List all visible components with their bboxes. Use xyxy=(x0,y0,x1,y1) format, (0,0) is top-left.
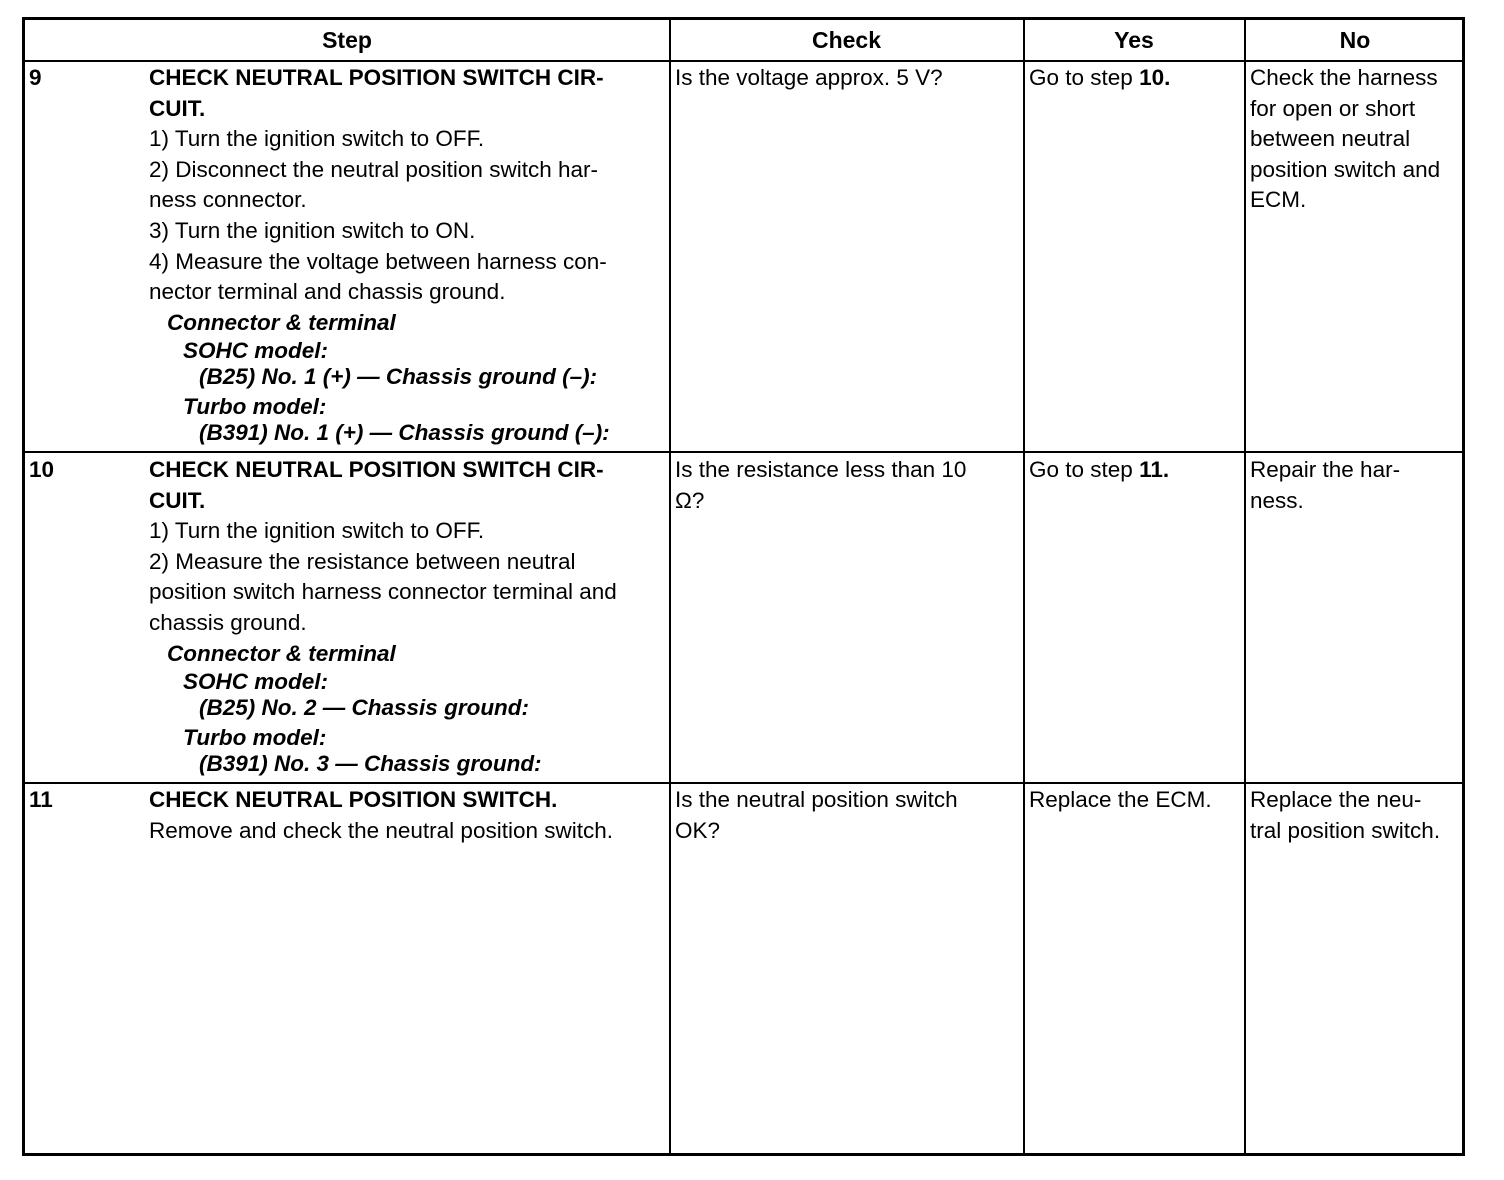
yes-prefix: Go to step xyxy=(1029,457,1140,482)
check-question: Is the voltage approx. 5 V? xyxy=(675,65,943,90)
step-instructions xyxy=(149,455,664,777)
turbo-label: Turbo model: xyxy=(183,725,327,751)
no-action-line: between neutral xyxy=(1250,126,1411,152)
no-action xyxy=(1250,63,1465,216)
yes-action: Replace the ECM. xyxy=(1029,787,1212,812)
no-action-line: Repair the har- xyxy=(1250,457,1401,482)
check-line: Is the neutral position switch xyxy=(675,787,958,812)
instruction-line: 1) Turn the ignition switch to OFF. xyxy=(149,126,485,152)
yes-step-number: 10. xyxy=(1139,65,1171,90)
check-line: OK? xyxy=(675,817,721,843)
yes-action xyxy=(1029,455,1241,486)
no-action-line: for open or short xyxy=(1250,95,1416,121)
connector-heading: Connector & terminal xyxy=(167,640,396,666)
step-title-line: CHECK NEUTRAL POSITION SWITCH. xyxy=(149,787,558,812)
yes-action xyxy=(1029,63,1241,94)
sohc-label: SOHC model: xyxy=(183,338,329,364)
step-title-line: CUIT. xyxy=(149,95,206,121)
no-action xyxy=(1250,785,1465,846)
instruction-line: ness connector. xyxy=(149,187,307,213)
instruction-line: chassis ground. xyxy=(149,609,307,635)
instruction-line: Remove and check the neutral position switch. xyxy=(149,817,613,843)
step-number: 10 xyxy=(29,457,55,482)
connector-heading: Connector & terminal xyxy=(167,309,396,335)
instruction-line: 2) Disconnect the neutral position switch har- xyxy=(149,156,598,182)
yes-step-number: 11. xyxy=(1139,457,1170,482)
sohc-terminal: (B25) No. 2 — Chassis ground: xyxy=(199,695,530,721)
check-line: Ω? xyxy=(675,487,705,513)
no-action-line: ness. xyxy=(1250,487,1304,513)
row-divider xyxy=(25,782,1462,784)
header-yes: Yes xyxy=(1114,27,1154,53)
step-number: 9 xyxy=(29,65,42,90)
turbo-terminal: (B391) No. 1 (+) — Chassis ground (–): xyxy=(199,420,610,446)
troubleshooting-table xyxy=(22,17,1465,1156)
step-title-line: CUIT. xyxy=(149,487,206,513)
step-title-line: CHECK NEUTRAL POSITION SWITCH CIR- xyxy=(149,457,604,482)
no-action xyxy=(1250,455,1465,516)
column-divider xyxy=(1244,20,1246,1153)
header-step: Step xyxy=(322,27,372,53)
header-check: Check xyxy=(811,27,882,53)
no-action-line: Replace the neu- xyxy=(1250,787,1422,812)
instruction-line: 2) Measure the resistance between neutral xyxy=(149,548,576,574)
instruction-line: 1) Turn the ignition switch to OFF. xyxy=(149,518,485,544)
instruction-line: 4) Measure the voltage between harness con- xyxy=(149,248,607,274)
instruction-line: 3) Turn the ignition switch to ON. xyxy=(149,217,476,243)
no-action-line: position switch and xyxy=(1250,156,1441,182)
turbo-terminal: (B391) No. 3 — Chassis ground: xyxy=(199,751,542,777)
instruction-line: position switch harness connector terminal and xyxy=(149,579,617,605)
step-number: 11 xyxy=(29,787,53,812)
row-divider xyxy=(25,451,1462,453)
step-title-line: CHECK NEUTRAL POSITION SWITCH CIR- xyxy=(149,65,604,90)
check-question xyxy=(675,785,1020,846)
instruction-line: nector terminal and chassis ground. xyxy=(149,279,506,305)
column-divider xyxy=(1023,20,1025,1153)
no-action-line: ECM. xyxy=(1250,187,1307,213)
column-divider xyxy=(669,20,671,1153)
check-question xyxy=(675,455,1020,516)
no-action-line: tral position switch. xyxy=(1250,817,1441,843)
no-action-line: Check the harness xyxy=(1250,65,1438,90)
step-instructions xyxy=(149,785,664,846)
sohc-terminal: (B25) No. 1 (+) — Chassis ground (–): xyxy=(199,364,598,390)
sohc-label: SOHC model: xyxy=(183,669,329,695)
yes-prefix: Go to step xyxy=(1029,65,1140,90)
step-instructions xyxy=(149,63,664,446)
header-no: No xyxy=(1339,27,1371,53)
check-line: Is the resistance less than 10 xyxy=(675,457,967,482)
turbo-label: Turbo model: xyxy=(183,394,327,420)
